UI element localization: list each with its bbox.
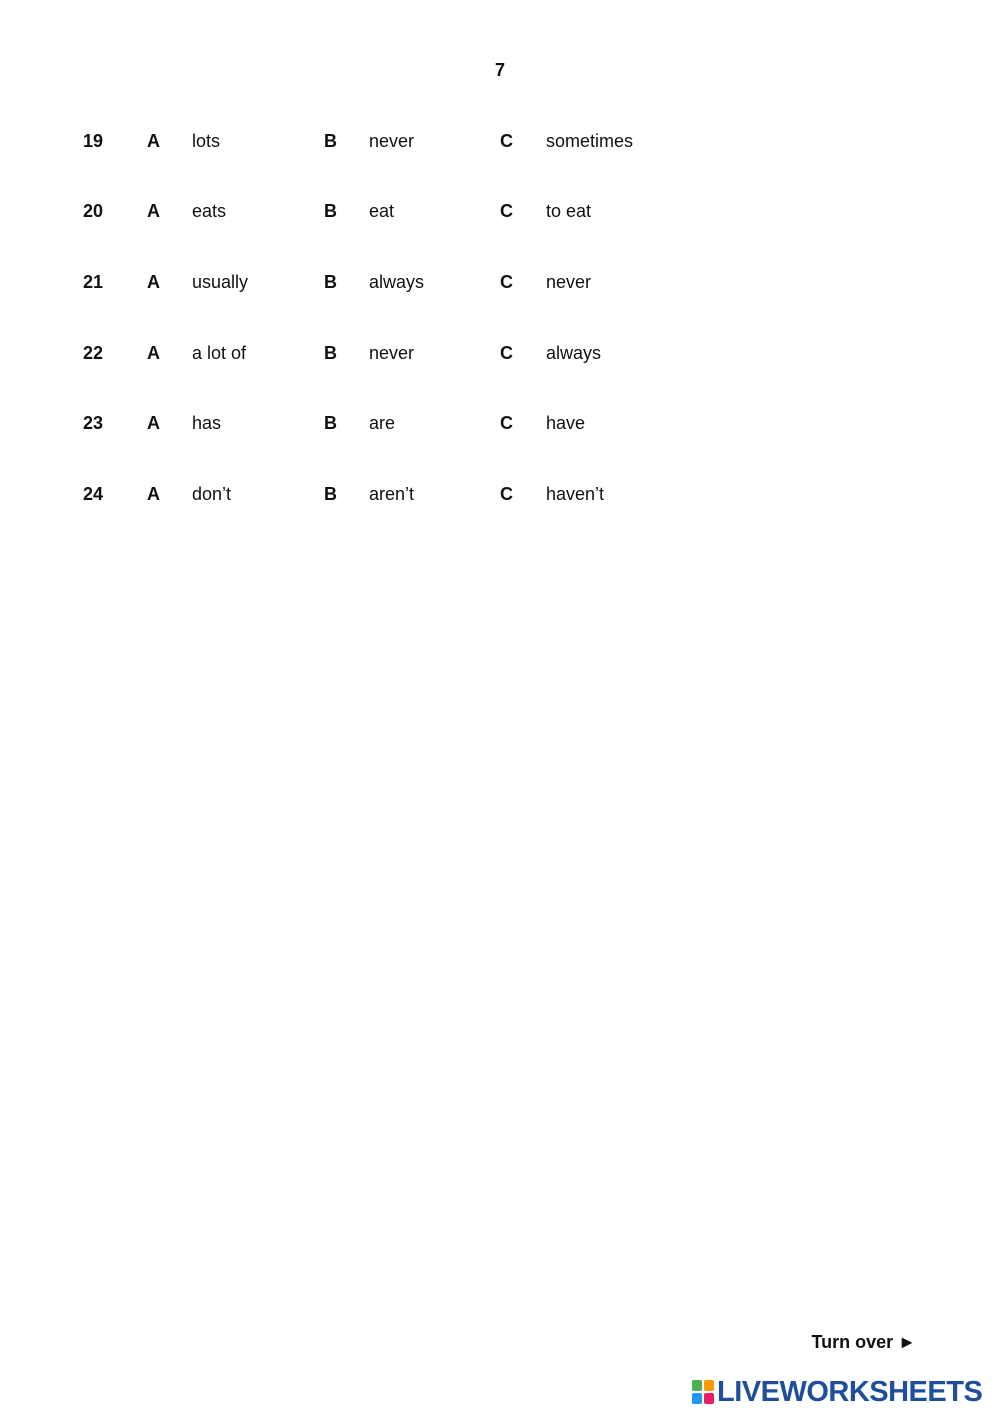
option-c-label: C [500,343,513,363]
option-a-label: A [147,272,160,292]
option-b-text: never [369,131,415,151]
option-c-label: C [500,484,513,504]
question-number: 21 [83,272,104,292]
option-a-label: A [147,484,160,504]
option-b-text: always [369,272,425,292]
option-b-text: are [369,413,396,433]
question-row [0,338,1000,368]
question-row [0,196,1000,226]
option-a-text: usually [192,272,249,292]
option-a-text: a lot of [192,343,247,363]
option-b-label: B [324,272,337,292]
question-row [0,479,1000,509]
logo-square-icon [704,1393,714,1404]
question-number: 23 [83,413,104,433]
logo-square-icon [692,1380,702,1391]
option-b-label: B [324,201,337,221]
option-b-text: eat [369,201,395,221]
option-c-label: C [500,201,513,221]
question-row [0,267,1000,297]
option-a-text: eats [192,201,227,221]
option-a-label: A [147,201,160,221]
option-c-label: C [500,413,513,433]
option-b-label: B [324,131,337,151]
option-c-text: never [546,272,592,292]
option-c-text: haven’t [546,484,605,504]
option-b-text: aren’t [369,484,415,504]
option-a-text: lots [192,131,221,151]
liveworksheets-logo-text: LIVEWORKSHEETS [717,1376,983,1408]
turn-over-note: Turn over ► [811,1332,916,1352]
option-c-text: to eat [546,201,592,221]
option-a-label: A [147,343,160,363]
option-c-text: always [546,343,602,363]
option-b-text: never [369,343,415,363]
option-c-label: C [500,272,513,292]
option-a-text: has [192,413,222,433]
option-b-label: B [324,413,337,433]
page-number: 7 [494,60,505,80]
question-row [0,408,1000,438]
liveworksheets-logo[interactable] [692,1375,982,1409]
logo-square-icon [692,1393,702,1404]
question-number: 20 [83,201,104,221]
question-number: 22 [83,343,104,363]
option-b-label: B [324,484,337,504]
liveworksheets-logo-icon [692,1380,714,1404]
logo-square-icon [704,1380,714,1391]
option-a-label: A [147,413,160,433]
question-row [0,126,1000,156]
question-number: 24 [83,484,104,504]
option-a-label: A [147,131,160,151]
option-a-text: don’t [192,484,232,504]
question-number: 19 [83,131,104,151]
option-b-label: B [324,343,337,363]
option-c-label: C [500,131,513,151]
option-c-text: have [546,413,586,433]
option-c-text: sometimes [546,131,634,151]
